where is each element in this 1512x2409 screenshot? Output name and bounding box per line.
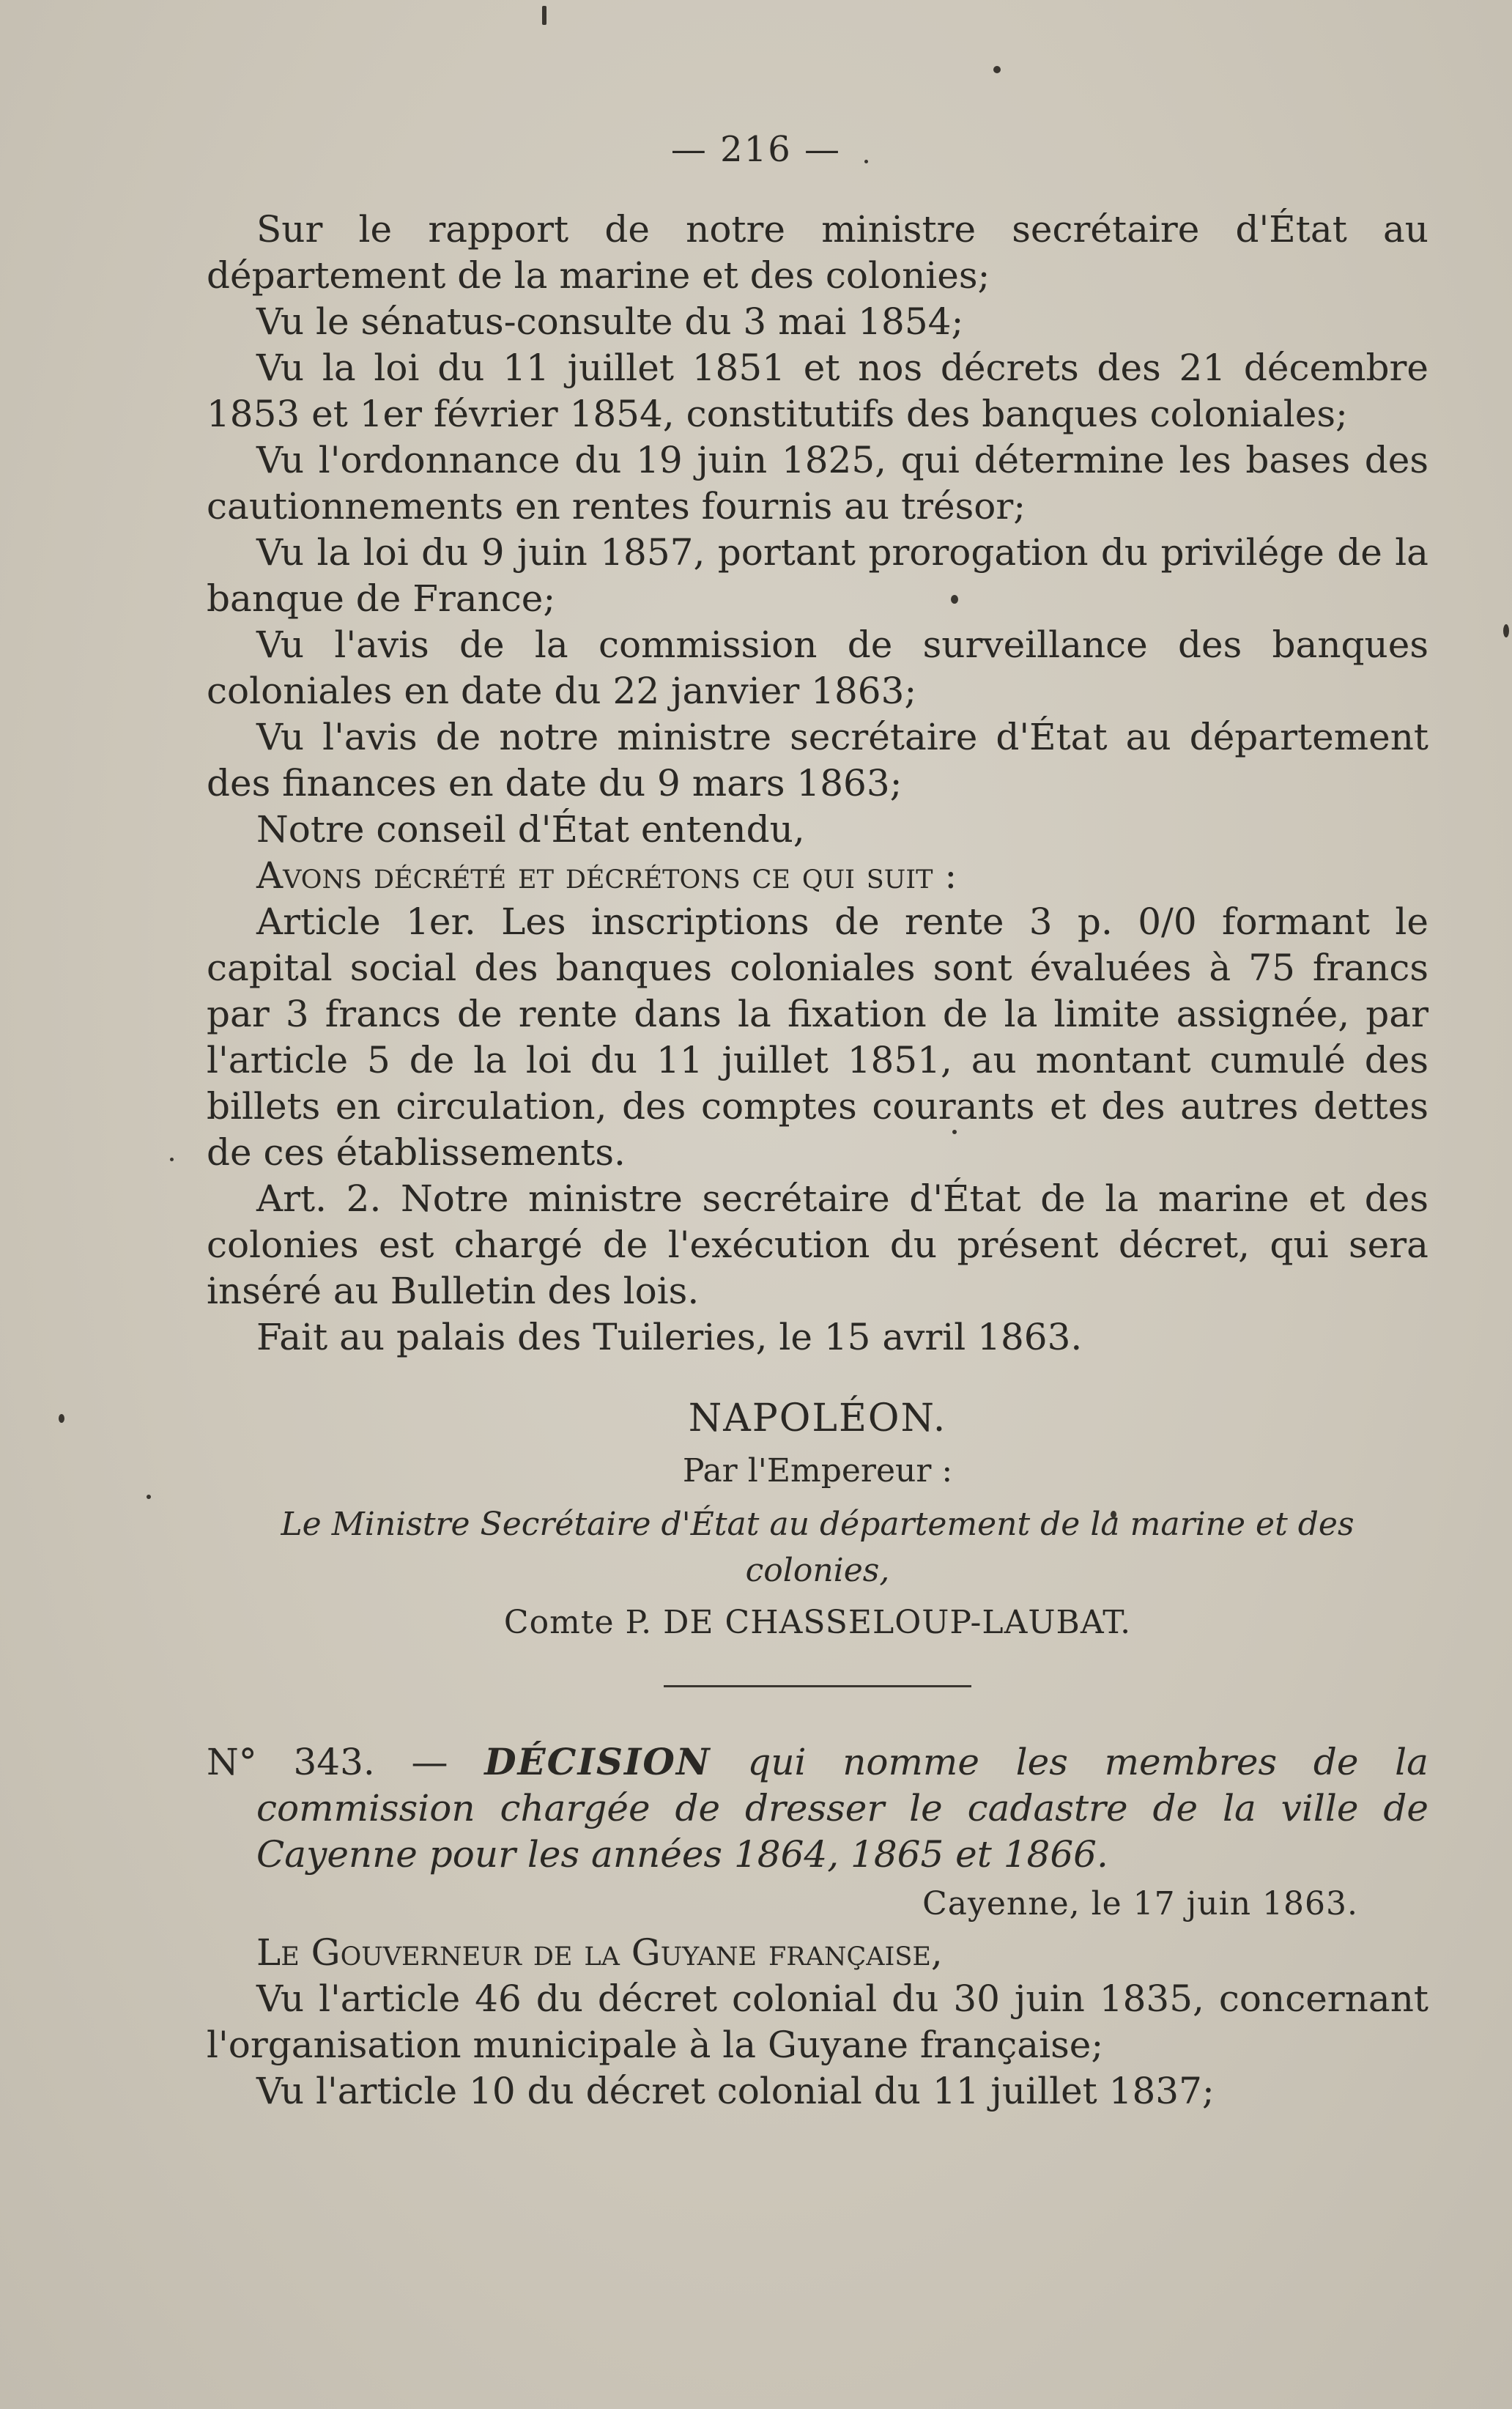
decision-dateline: Cayenne, le 17 juin 1863. (922, 1885, 1358, 1923)
decree-paragraph: Sur le rapport de notre ministre secrétaire d'État au département de la marine et des colonies; (207, 208, 1428, 297)
decree-formula: Avons décrété et décrétons ce qui suit : (256, 854, 957, 897)
ink-speck (170, 1158, 174, 1161)
minister-name: Comte P. DE CHASSELOUP-LAUBAT. (503, 1604, 1132, 1641)
ink-speck (993, 66, 1001, 73)
decision-paragraph: Vu l'article 10 du décret colonial du 11 juillet 1837; (256, 2070, 1215, 2112)
ink-speck (542, 6, 546, 25)
decree-paragraph: Vu l'avis de la commission de surveillance des banques coloniales en date du 22 janvier 1863; (207, 623, 1428, 712)
decision-kind: DÉCISION (484, 1740, 711, 1783)
page-number: — 216 — (670, 129, 842, 170)
decree-paragraph: Vu le sénatus-consulte du 3 mai 1854; (256, 300, 964, 343)
minister-title: Le Ministre Secrétaire d'État au département de la marine et des colonies, (281, 1506, 1354, 1589)
signature-name: NAPOLÉON. (688, 1396, 947, 1440)
ink-speck (147, 1495, 151, 1499)
decision-title: qui nomme les membres de la commission chargée de dresser le cadastre de la ville de Cayenne pour les années 1864, 1865 et 1866. (256, 1741, 1428, 1876)
decree-done-at: Fait au palais des Tuileries, le 15 avril 1863. (256, 1316, 1083, 1358)
ink-speck (59, 1414, 64, 1423)
decision-heading (207, 1739, 1428, 1878)
decision-opening: Le Gouverneur de la Guyane française, (256, 1931, 943, 1974)
decision-paragraph: Vu l'article 46 du décret colonial du 30 juin 1835, concernant l'organisation municipale à la Guyane française; (207, 1977, 1428, 2066)
page-body (207, 207, 1428, 2114)
ink-speck (1503, 624, 1509, 637)
section-divider (664, 1685, 971, 1687)
decree-paragraph: Vu la loi du 9 juin 1857, portant prorogation du privilége de la banque de France; (207, 531, 1428, 620)
signature-by: Par l'Empereur : (682, 1452, 953, 1490)
decree-article: Art. 2. Notre ministre secrétaire d'État de la marine et des colonies est chargé de l'exécution du présent décret, qui sera inséré au Bulletin des lois. (207, 1177, 1428, 1312)
decree-paragraph: Vu la loi du 11 juillet 1851 et nos décrets des 21 décembre 1853 et 1er février 1854, constitutifs des banques coloniales; (207, 347, 1428, 435)
decree-paragraph: Notre conseil d'État entendu, (256, 808, 805, 851)
decree-article: Article 1er. Les inscriptions de rente 3 p. 0/0 formant le capital social des banques coloniales sont évaluées à 75 francs par 3 francs de rente dans la fixation de la limite assignée, par l'article 5 de la loi du 11 juillet 1851, au montant cumulé des billets en circulation, des comptes courants et des autres dettes de ces établissements. (207, 900, 1428, 1174)
decree-paragraph: Vu l'ordonnance du 19 juin 1825, qui détermine les bases des cautionnements en rentes fournis au trésor; (207, 439, 1428, 528)
decree-paragraph: Vu l'avis de notre ministre secrétaire d'État au département des finances en date du 9 mars 1863; (207, 716, 1428, 804)
decision-number: N° 343. — (207, 1741, 448, 1783)
